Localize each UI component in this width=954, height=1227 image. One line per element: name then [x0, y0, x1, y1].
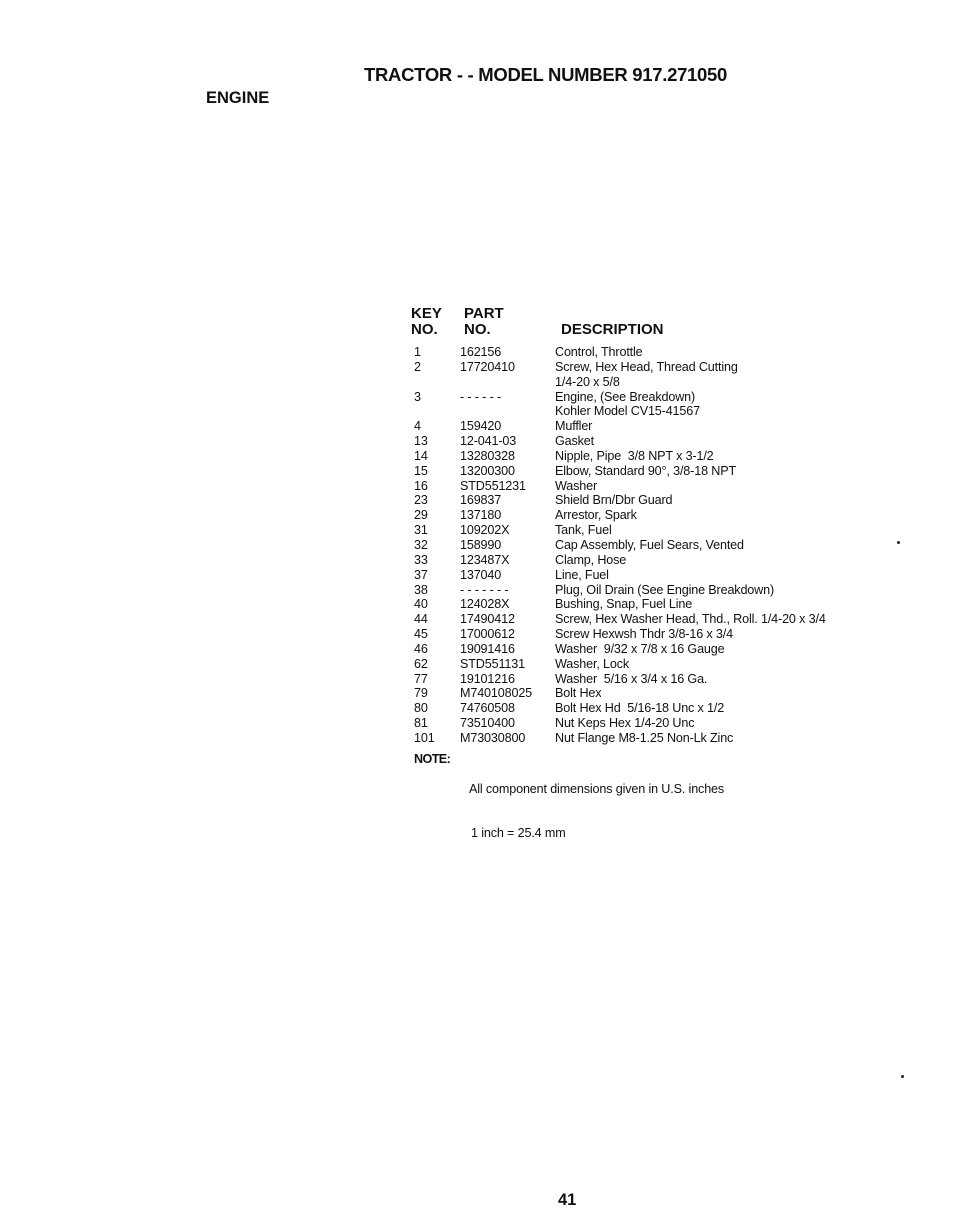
table-row [410, 701, 826, 716]
key-no-cell [410, 404, 460, 419]
part-no-cell: 17720410 [460, 359, 515, 374]
part-no-cell: 19101216 [460, 671, 515, 686]
table-row [410, 538, 826, 553]
parts-table [410, 345, 826, 746]
description-cell: 1/4-20 x 5/8 [555, 374, 620, 389]
key-header-line2: NO. [411, 321, 438, 338]
part-no-cell: 17000612 [460, 627, 515, 642]
description-cell: Elbow, Standard 90°, 3/8-18 NPT [555, 463, 737, 478]
key-no-cell: 3 [414, 389, 421, 404]
note-label: NOTE: [414, 752, 451, 766]
part-no-cell: 162156 [460, 345, 502, 359]
page-number: 41 [558, 1191, 577, 1209]
description-cell: Nut Keps Hex 1/4-20 Unc [555, 716, 695, 731]
table-row [410, 731, 826, 746]
key-no-cell [410, 375, 460, 390]
note [414, 752, 724, 871]
description-cell: Plug, Oil Drain (See Engine Breakdown) [555, 582, 775, 597]
table-row [410, 583, 826, 598]
table-row [410, 672, 826, 687]
part-no-cell: 12-041-03 [460, 434, 517, 449]
key-no-cell: 29 [414, 508, 428, 523]
description-cell: Washer, Lock [555, 656, 630, 671]
part-no-cell: 158990 [460, 537, 502, 552]
part-no-cell: 169837 [460, 493, 502, 508]
key-no-cell: 23 [414, 493, 428, 508]
part-no-cell: 13280328 [460, 448, 515, 463]
table-row [410, 597, 826, 612]
table-row [410, 686, 826, 701]
table-row [410, 449, 826, 464]
note-line: 1 inch = 25.4 mm [471, 826, 566, 841]
part-no-cell: 17490412 [460, 612, 515, 627]
table-row [410, 642, 826, 657]
description-cell: Bolt Hex [555, 686, 602, 701]
part-no-cell: 13200300 [460, 463, 515, 478]
key-no-cell: 44 [414, 612, 428, 627]
part-no-cell: 123487X [460, 552, 510, 567]
key-no-cell: 45 [414, 627, 428, 642]
part-no-cell: 109202X [460, 523, 510, 538]
part-no-cell: 137040 [460, 567, 502, 582]
description-cell: Cap Assembly, Fuel Sears, Vented [555, 537, 744, 552]
key-no-cell: 38 [414, 582, 428, 597]
part-no-cell: - - - - - - [460, 389, 502, 404]
description-cell: Control, Throttle [555, 345, 643, 359]
description-cell: Tank, Fuel [555, 523, 612, 538]
table-row [410, 508, 826, 523]
key-header-line1: KEY [411, 305, 442, 322]
part-no-cell: STD551131 [460, 656, 525, 671]
key-no-cell: 2 [414, 359, 421, 374]
table-row [410, 493, 826, 508]
table-row [410, 568, 826, 583]
key-no-cell: 101 [414, 730, 435, 745]
description-cell: Bolt Hex Hd 5/16-18 Unc x 1/2 [555, 701, 725, 716]
part-no-cell: STD551231 [460, 478, 526, 493]
key-no-cell: 79 [414, 686, 428, 701]
description-cell: Arrestor, Spark [555, 508, 637, 523]
key-no-cell: 16 [414, 478, 428, 493]
part-header-line1: PART [464, 305, 504, 322]
section-title: ENGINE [206, 89, 270, 107]
description-cell: Nipple, Pipe 3/8 NPT x 3-1/2 [555, 448, 714, 463]
table-row [410, 612, 826, 627]
print-speck [901, 1075, 904, 1078]
key-no-cell: 80 [414, 701, 428, 716]
table-row [410, 523, 826, 538]
key-no-cell: 31 [414, 523, 428, 538]
table-row [410, 657, 826, 672]
table-row [410, 434, 826, 449]
table-row [410, 375, 826, 390]
part-no-cell: 159420 [460, 419, 502, 434]
description-cell: Screw Hexwsh Thdr 3/8-16 x 3/4 [555, 627, 733, 642]
table-row [410, 479, 826, 494]
description-cell: Line, Fuel [555, 567, 609, 582]
table-row [410, 419, 826, 434]
table-row [410, 464, 826, 479]
part-column-header [464, 306, 504, 338]
key-no-cell: 40 [414, 597, 428, 612]
description-cell: Muffler [555, 419, 593, 434]
description-cell: Shield Brn/Dbr Guard [555, 493, 673, 508]
key-no-cell: 46 [414, 641, 428, 656]
description-cell: Washer [555, 478, 598, 493]
note-line: All component dimensions given in U.S. inches [469, 781, 725, 796]
table-row [410, 553, 826, 568]
key-no-cell: 15 [414, 463, 428, 478]
part-no-cell: 137180 [460, 508, 502, 523]
description-cell: Washer 5/16 x 3/4 x 16 Ga. [555, 671, 708, 686]
part-no-cell [460, 404, 555, 419]
note-text [469, 752, 724, 871]
key-no-cell: 1 [414, 345, 421, 359]
key-no-cell: 81 [414, 716, 428, 731]
table-row [410, 716, 826, 731]
description-cell: Bushing, Snap, Fuel Line [555, 597, 693, 612]
part-no-cell [460, 375, 555, 390]
key-column-header [411, 306, 442, 338]
part-header-line2: NO. [464, 321, 491, 338]
table-row [410, 360, 826, 375]
part-no-cell: M73030800 [460, 730, 526, 745]
description-cell: Gasket [555, 434, 594, 449]
description-column-header: DESCRIPTION [561, 321, 664, 338]
key-no-cell: 14 [414, 448, 428, 463]
key-no-cell: 4 [414, 419, 421, 434]
part-no-cell: 124028X [460, 597, 510, 612]
table-row [410, 390, 826, 405]
description-cell: Screw, Hex Head, Thread Cutting [555, 359, 738, 374]
print-speck [897, 541, 900, 544]
description-cell: Kohler Model CV15-41567 [555, 404, 700, 419]
page-title: TRACTOR - - MODEL NUMBER 917.271050 [364, 64, 728, 85]
key-no-cell: 37 [414, 567, 428, 582]
table-row [410, 345, 826, 360]
description-cell: Nut Flange M8-1.25 Non-Lk Zinc [555, 730, 734, 745]
key-no-cell: 62 [414, 656, 428, 671]
key-no-cell: 77 [414, 671, 428, 686]
description-cell: Engine, (See Breakdown) [555, 389, 696, 404]
part-no-cell: 74760508 [460, 701, 515, 716]
description-cell: Screw, Hex Washer Head, Thd., Roll. 1/4-20 x 3/4 [555, 612, 826, 627]
table-row [410, 404, 826, 419]
part-no-cell: 19091416 [460, 641, 515, 656]
part-no-cell: - - - - - - - [460, 582, 509, 597]
table-row [410, 627, 826, 642]
description-cell: Clamp, Hose [555, 552, 627, 567]
part-no-cell: M740108025 [460, 686, 533, 701]
key-no-cell: 32 [414, 537, 428, 552]
part-no-cell: 73510400 [460, 716, 515, 731]
description-cell: Washer 9/32 x 7/8 x 16 Gauge [555, 641, 725, 656]
key-no-cell: 33 [414, 552, 428, 567]
key-no-cell: 13 [414, 434, 428, 449]
